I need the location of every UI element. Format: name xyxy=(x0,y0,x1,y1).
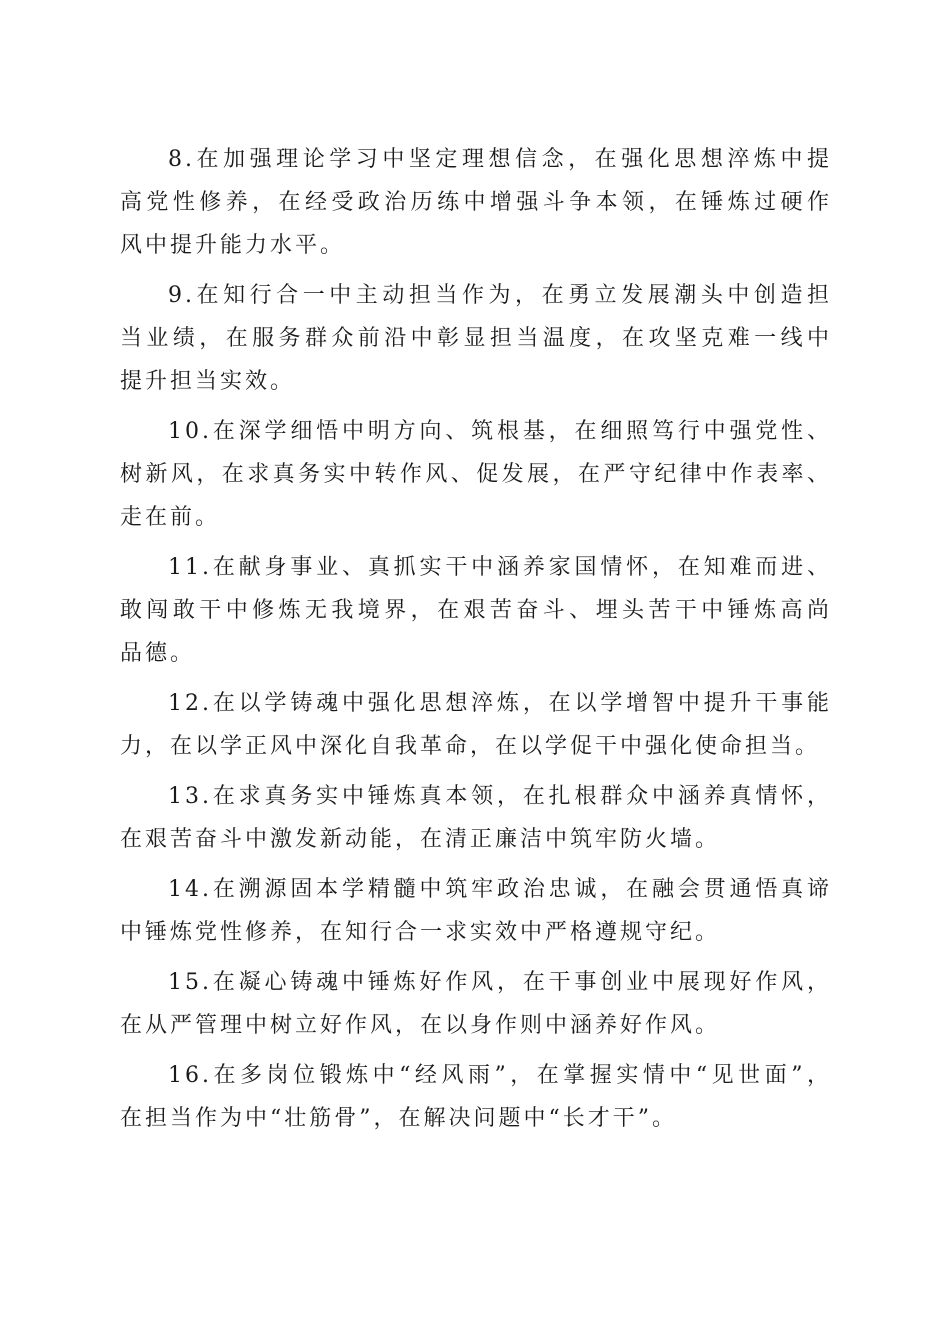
paragraph-item xyxy=(120,868,832,954)
paragraph-item xyxy=(120,682,832,768)
text-line: 14.在溯源固本学精髓中筑牢政治忠诚，在融会贯通悟真谛 xyxy=(168,877,832,902)
text-line: 11.在献身事业、真抓实干中涵养家国情怀，在知难而进、 xyxy=(168,555,832,580)
text-line: 中锤炼党性修养，在知行合一求实效中严格遵规守纪。 xyxy=(120,920,721,945)
document-body xyxy=(120,138,832,1147)
text-line: 10.在深学细悟中明方向、筑根基，在细照笃行中强党性、 xyxy=(168,419,832,444)
paragraph-item xyxy=(120,1054,832,1140)
text-line: 13.在求真务实中锤炼真本领，在扎根群众中涵养真情怀， xyxy=(168,784,832,809)
paragraph-item xyxy=(120,410,832,539)
paragraph-item xyxy=(120,138,832,267)
text-line: 9.在知行合一中主动担当作为，在勇立发展潮头中创造担 xyxy=(168,283,832,308)
text-line: 品德。 xyxy=(120,641,196,666)
text-line: 提升担当实效。 xyxy=(120,369,296,394)
text-line: 在担当作为中“壮筋骨”，在解决问题中“长才干”。 xyxy=(120,1106,677,1131)
text-line: 16.在多岗位锻炼中“经风雨”，在掌握实情中“见世面”， xyxy=(168,1063,832,1088)
paragraph-item xyxy=(120,775,832,861)
text-line: 在从严管理中树立好作风，在以身作则中涵养好作风。 xyxy=(120,1013,721,1038)
text-line: 15.在凝心铸魂中锤炼好作风，在干事创业中展现好作风， xyxy=(168,970,832,995)
text-line: 敢闯敢干中修炼无我境界，在艰苦奋斗、埋头苦干中锤炼高尚 xyxy=(120,598,832,623)
paragraph-item xyxy=(120,274,832,403)
text-line: 当业绩，在服务群众前沿中彰显担当温度，在攻坚克难一线中 xyxy=(120,326,832,351)
text-line: 在艰苦奋斗中激发新动能，在清正廉洁中筑牢防火墙。 xyxy=(120,827,721,852)
text-line: 12.在以学铸魂中强化思想淬炼，在以学增智中提升干事能 xyxy=(168,691,832,716)
text-line: 高党性修养，在经受政治历练中增强斗争本领，在锤炼过硬作 xyxy=(120,190,832,215)
paragraph-item xyxy=(120,546,832,675)
text-line: 风中提升能力水平。 xyxy=(120,233,346,258)
text-line: 8.在加强理论学习中坚定理想信念，在强化思想淬炼中提 xyxy=(168,147,832,172)
paragraph-item xyxy=(120,961,832,1047)
text-line: 树新风，在求真务实中转作风、促发展，在严守纪律中作表率、 xyxy=(120,462,832,487)
text-line: 力，在以学正风中深化自我革命，在以学促干中强化使命担当。 xyxy=(120,734,821,759)
text-line: 走在前。 xyxy=(120,505,221,530)
